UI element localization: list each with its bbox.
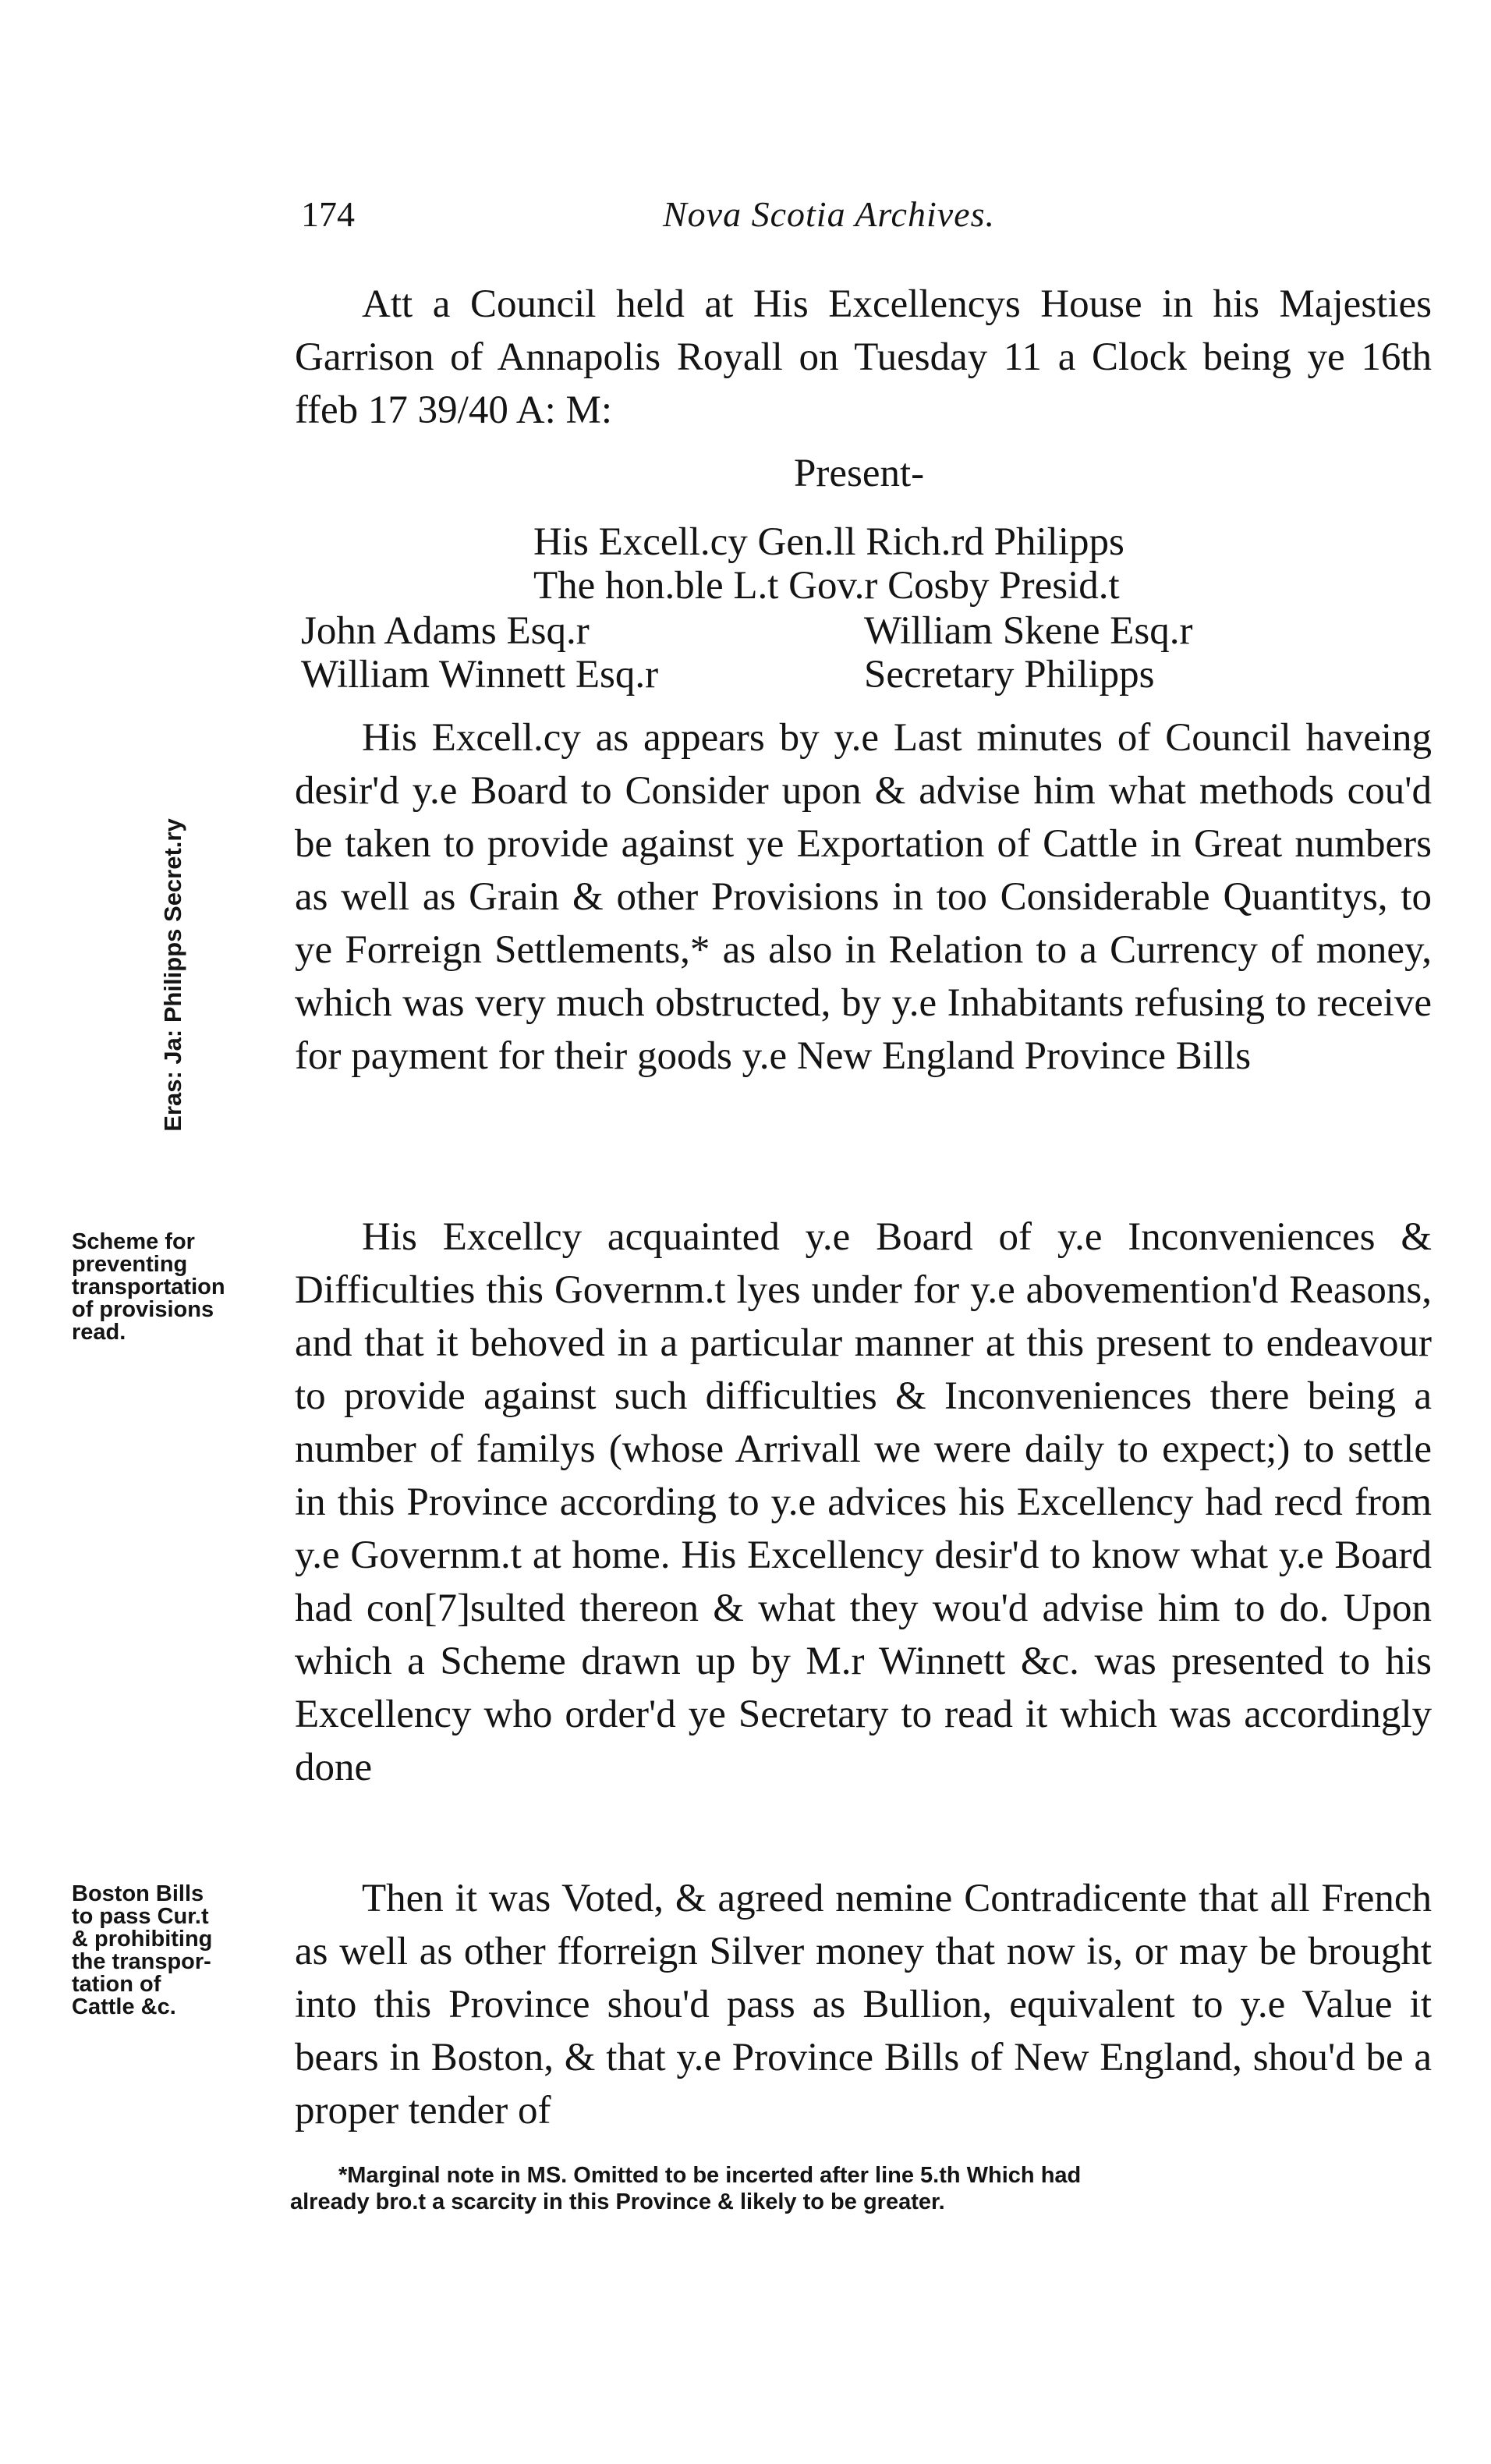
page-number: 174: [301, 194, 355, 234]
margin-note-line: to pass Cur.t: [72, 1904, 209, 1929]
margin-note-line: transportation: [72, 1275, 225, 1299]
margin-note-line: read.: [72, 1320, 126, 1345]
paragraph-inconveniences: His Excellcy acquainted y.e Board of y.e Inconveniences & Difficulties this Governm.t lyes under for y.e abovemention'd Reasons, and that it behoved in a particular manner at this present to endeavour to provide against such difficulties & Inconveniences there being a number of familys (whose Arrivall we were daily to expect;) to settle in this Province according to y.e advices his Excellency had recd from y.e Governm.t at home. His Excellency desir'd to know what y.e Board had con[7]sulted thereon & what they wou'd advise him to do. Upon which a Scheme drawn up by M.r Winnett &c. was presented to his Excellency who order'd ye Secretary to read it which was accordingly done: [295, 1215, 1432, 1789]
attendee-william-winnett: William Winnett Esq.r: [301, 653, 659, 697]
margin-note-boston-bills: [72, 1883, 290, 2019]
footnote: [290, 2162, 1429, 2215]
margin-note-line: Cattle &c.: [72, 1994, 176, 2019]
margin-note-line: Boston Bills: [72, 1881, 204, 1906]
margin-note-line: tation of: [72, 1972, 161, 1997]
attendee-john-adams: John Adams Esq.r: [301, 609, 590, 653]
attendee-william-skene: William Skene Esq.r: [864, 609, 1193, 653]
present-label: Present-: [794, 452, 925, 495]
margin-note-line: the transpor-: [72, 1949, 211, 1974]
margin-note-line: of provisions: [72, 1297, 214, 1322]
attendee-secretary-philipps: Secretary Philipps: [864, 653, 1155, 697]
paragraph-exportation: His Excell.cy as appears by y.e Last minutes of Council haveing desir'd y.e Board to Consider upon & advise him what methods cou'd be taken to provide against ye Exportation of Cattle in Great numbers as well as Grain & other Provisions in too Considerable Quantitys, to ye Forreign Settlements,* as also in Relation to a Currency of money, which was very much obstructed, by y.e Inhabitants refusing to receive for payment for their goods y.e New England Province Bills: [295, 716, 1432, 1078]
secretary-side-signature: Eras: Ja: Philipps Secret.ry: [159, 818, 186, 1132]
footnote-line: *Marginal note in MS. Omitted to be incerted after line 5.th Which had: [338, 2163, 1082, 2188]
council-heading-paragraph: Att a Council held at His Excellencys House in his Majesties Garrison of Annapolis Royall on Tuesday 11 a Clock being ye 16th ffeb 17 39/40 A: M:: [295, 282, 1432, 432]
footnote-line: already bro.t a scarcity in this Province & likely to be greater.: [290, 2189, 945, 2214]
running-head: Nova Scotia Archives.: [663, 194, 995, 234]
margin-note-line: Scheme for: [72, 1229, 195, 1254]
attendee-governor: His Excell.cy Gen.ll Rich.rd Philipps: [533, 520, 1124, 564]
margin-note-line: preventing: [72, 1252, 188, 1277]
paragraph-vote: Then it was Voted, & agreed nemine Contradicente that all French as well as other fforreign Silver money that now is, or may be brought into this Province shou'd pass as Bullion, equivalent to y.e Value it bears in Boston, & that y.e Province Bills of New England, shou'd be a proper tender of: [295, 1877, 1432, 2133]
margin-note-line: & prohibiting: [72, 1927, 213, 1952]
attendee-lieutenant-governor: The hon.ble L.t Gov.r Cosby Presid.t: [533, 564, 1120, 608]
margin-note-scheme: [72, 1231, 290, 1344]
